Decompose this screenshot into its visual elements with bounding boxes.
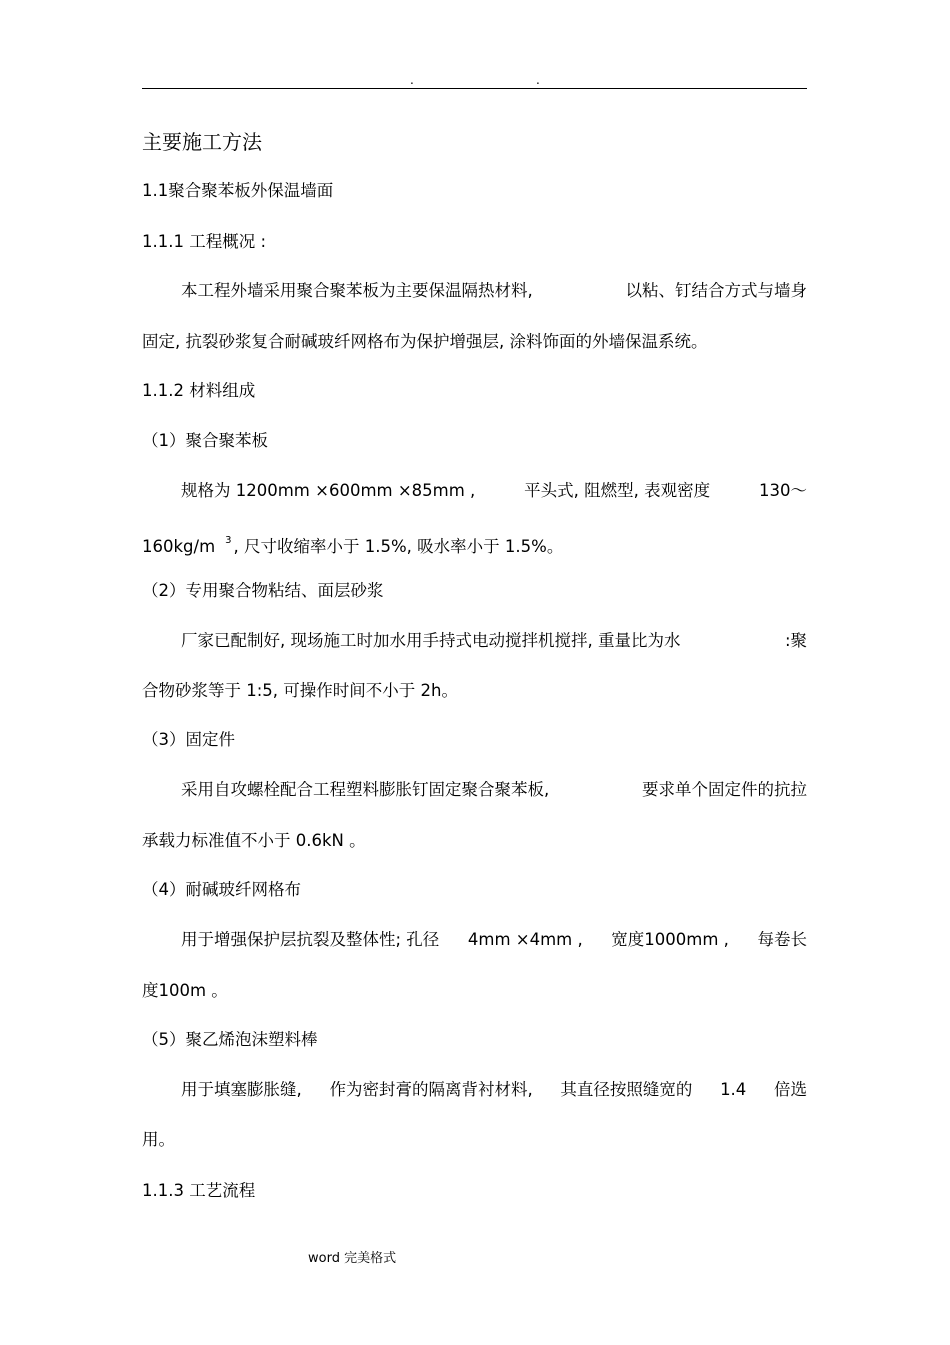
text-run: 厂家已配制好, 现场施工时加水用手持式电动搅拌机搅拌, 重量比为水 [181,631,681,650]
header-dot: . [410,73,414,87]
paragraph-line [181,1079,807,1101]
superscript: 3 [225,535,232,546]
text-run: 1.4 [720,1080,747,1099]
section-heading: 1.1聚合聚苯板外保温墙面 [142,181,334,200]
text-run: 用于增强保护层抗裂及整体性; 孔径 [181,930,440,949]
list-item: （3）固定件 [142,730,235,749]
text-run: :聚 [784,631,807,650]
subsection-heading: 1.1.1 工程概况 : [142,232,267,251]
text-run: , 尺寸收缩率小于 1.5%, 吸水率小于 1.5%。 [233,537,564,556]
list-item: （4）耐碱玻纤网格布 [142,880,301,899]
list-item: （2）专用聚合物粘结、面层砂浆 [142,581,384,600]
page-title: 主要施工方法 [142,130,262,154]
paragraph-line: 度100m 。 [142,981,228,1000]
paragraph-line: 用。 [142,1130,175,1149]
text-run: 用于填塞膨胀缝, [181,1080,302,1099]
text-run: 要求单个固定件的抗拉 [642,780,807,799]
text-run: 倍选 [774,1080,807,1099]
text-run: 160kg/m [142,537,216,556]
text-run: 本工程外墙采用聚合聚苯板为主要保温隔热材料, [181,281,533,300]
header-dot: . [536,73,540,87]
paragraph-line: 合物砂浆等于 1:5, 可操作时间不小于 2h。 [142,681,458,700]
text-run: 平头式, 阻燃型, 表观密度 [524,481,711,500]
text-run: 采用自攻螺栓配合工程塑料膨胀钉固定聚合聚苯板, [181,780,550,799]
list-item: （1）聚合聚苯板 [142,431,268,450]
paragraph-line: 承载力标准值不小于 0.6kN 。 [142,831,366,850]
paragraph-line [142,530,807,558]
paragraph-line [181,280,807,302]
text-run: 规格为 1200mm ×600mm ×85mm , [181,481,476,500]
paragraph-line [181,929,807,951]
paragraph-line [181,480,807,502]
page-footer: word 完美格式 [308,1251,397,1266]
text-run: 130～ [759,481,807,500]
paragraph-line: 固定, 抗裂砂浆复合耐碱玻纤网格布为保护增强层, 涂料饰面的外墙保温系统。 [142,332,708,351]
subsection-heading: 1.1.3 工艺流程 [142,1181,256,1200]
header-rule [142,88,807,89]
text-run: 宽度1000mm , [611,930,729,949]
paragraph-line [181,779,807,801]
text-run: 其直径按照缝宽的 [560,1080,693,1099]
list-item: （5）聚乙烯泡沫塑料棒 [142,1030,318,1049]
text-run: 4mm ×4mm , [467,930,583,949]
text-run: 以粘、钉结合方式与墙身 [625,281,807,300]
subsection-heading: 1.1.2 材料组成 [142,381,256,400]
paragraph-line [181,630,807,652]
text-run: 作为密封膏的隔离背衬材料, [329,1080,533,1099]
text-run: 每卷长 [757,930,807,949]
